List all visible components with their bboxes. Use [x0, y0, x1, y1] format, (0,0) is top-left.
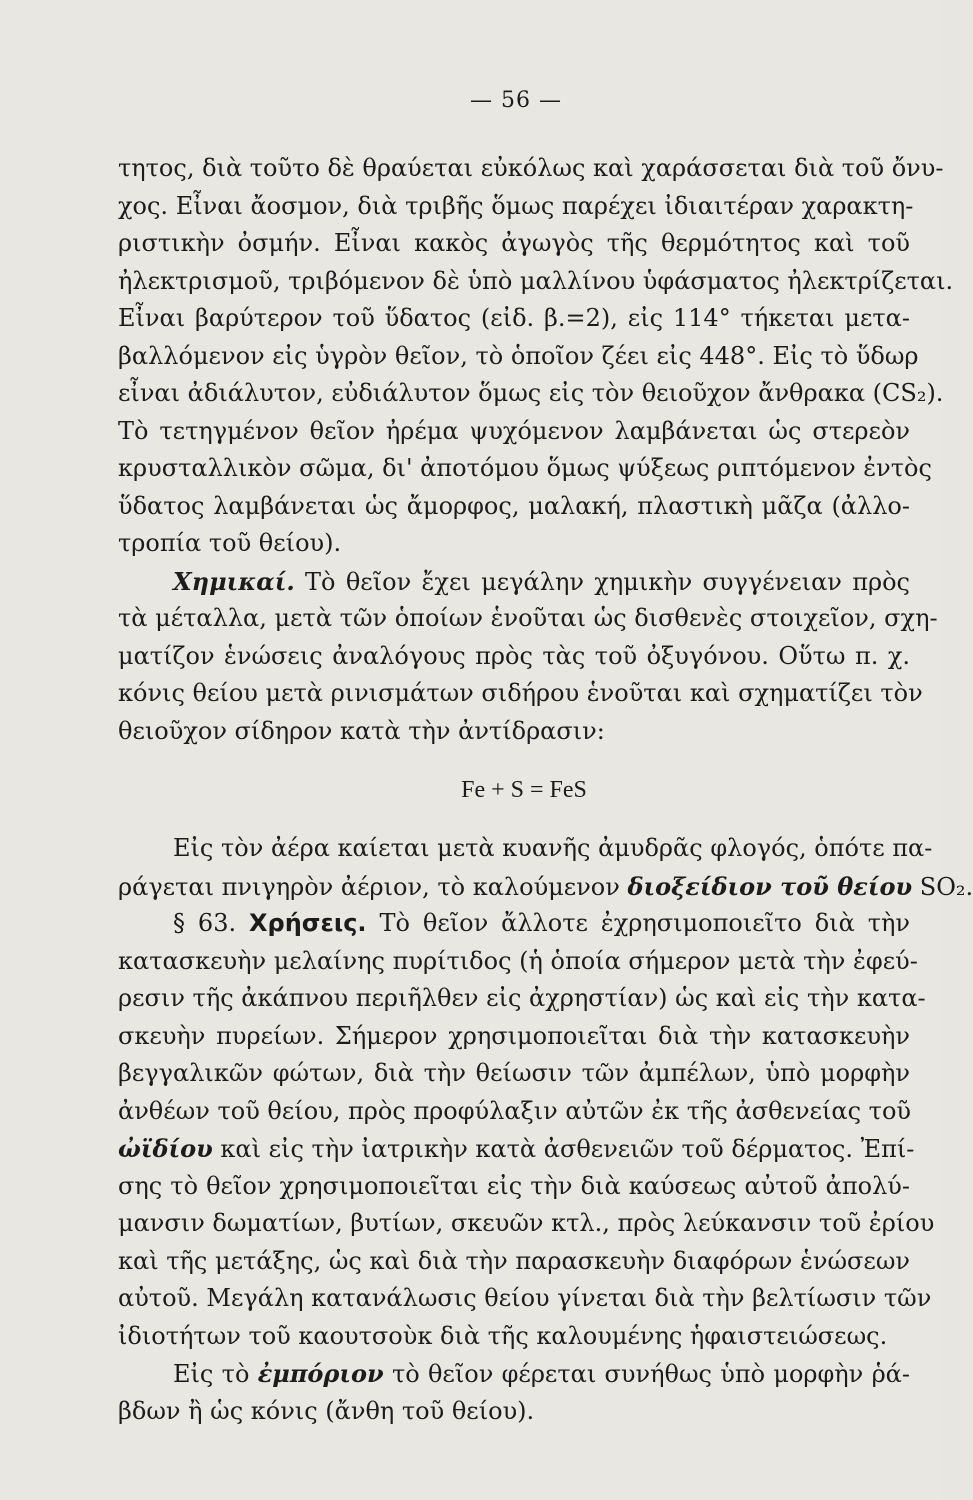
text-line: ριστικὴν ὀσμήν. Εἶναι κακὸς ἀγωγὸς τῆς θερμότητος καὶ τοῦ: [118, 229, 910, 257]
text-line: κατασκευὴν μελαίνης πυρίτιδος (ἡ ὁποία σήμερον μετὰ τὴν ἐφεύ-: [118, 946, 918, 975]
text-line: χος. Εἶναι ἄοσμον, διὰ τριβῆς ὅμως παρέχει ἰδιαιτέραν χαρακτη-: [118, 191, 914, 220]
section-title: Χρήσεις.: [249, 909, 367, 937]
chemical-properties-line: [118, 563, 910, 601]
text-line: εἶναι ἀδιάλυτον, εὐδιάλυτον ὅμως εἰς τὸν θειοῦχον ἄνθρακα (CS₂).: [118, 379, 944, 407]
text-line: ματίζον ἑνώσεις ἀναλόγους πρὸς τὰς τοῦ ὀξυγόνου. Οὕτω π. χ.: [118, 641, 910, 670]
text-line: ἰδιοτήτων τοῦ καουτσοὺκ διὰ τῆς καλουμένης ἡφαιστειώσεως.: [118, 1321, 888, 1350]
text-line: [118, 1355, 910, 1393]
text-line: [118, 868, 973, 906]
text-line: σης τὸ θεῖον χρησιμοποιεῖται εἰς τὴν διὰ καύσεως αὐτοῦ ἀπολύ-: [118, 1171, 910, 1200]
emphasis-term: ἐμπόριον: [257, 1359, 384, 1388]
text-line: ἀνθέων τοῦ θείου, πρὸς προφύλαξιν αὐτῶν ἐκ τῆς ἀσθενείας τοῦ: [118, 1096, 911, 1125]
text-line: βδων ἢ ὡς κόνις (ἄνθη τοῦ θείου).: [118, 1396, 535, 1425]
text-line: κρυσταλλικὸν σῶμα, δι' ἀποτόμου ὅμως ψύξεως ριπτόμενον ἐντὸς: [118, 454, 932, 482]
text-line: κόνις θείου μετὰ ρινισμάτων σιδήρου ἑνοῦται καὶ σχηματίζει τὸν: [118, 679, 923, 707]
text-fragment: καὶ εἰς τὴν ἰατρικὴν κατὰ ἀσθενειῶν τοῦ δέρματος. Ἐπί-: [212, 1135, 915, 1163]
text-fragment: τὸ θεῖον φέρεται συνήθως ὑπὸ μορφὴν ῥά-: [383, 1360, 910, 1388]
emphasis-term: ὠϊδίου: [118, 1134, 213, 1163]
text-line: καὶ τῆς μετάξης, ὡς καὶ διὰ τὴν παρασκευὴν διαφόρων ἑνώσεων: [118, 1246, 910, 1275]
page-number: — 56 —: [470, 88, 562, 113]
chemical-heading: Χημικαί.: [173, 566, 295, 596]
body-text: [118, 150, 973, 1430]
text-line: Εἰς τὸν ἀέρα καίεται μετὰ κυανῆς ἀμυδρᾶς φλογός, ὁπότε πα-: [173, 834, 933, 862]
text-line: βαλλόμενον εἰς ὑγρὸν θεῖον, τὸ ὁποῖον ζέει εἰς 448°. Εἰς τὸ ὕδωρ: [118, 341, 919, 370]
text-line: [118, 1130, 915, 1168]
text-fragment: SO₂.: [912, 872, 973, 901]
text-fragment: Τὸ θεῖον ἄλλοτε ἐχρησιμοποιεῖτο διὰ τὴν: [366, 909, 910, 937]
text-fragment: Εἰς τὸ: [173, 1360, 258, 1388]
section-heading-line: [118, 905, 910, 943]
text-line: τητος, διὰ τοῦτο δὲ θραύεται εὐκόλως καὶ χαράσσεται διὰ τοῦ ὄνυ-: [118, 154, 944, 182]
text-line: τροπία τοῦ θείου).: [118, 529, 342, 557]
text-fragment: ράγεται πνιγηρὸν ἀέριον, τὸ καλούμενον: [118, 872, 628, 901]
text-line: ὕδατος λαμβάνεται ὡς ἄμορφος, μαλακή, πλαστικὴ μᾶζα (ἀλλο-: [118, 491, 910, 520]
text-fragment: Τὸ θεῖον ἔχει μεγάλην χημικὴν συγγένειαν πρὸς: [294, 567, 910, 596]
text-line: τὰ μέταλλα, μετὰ τῶν ὁποίων ἑνοῦται ὡς δισθενὲς στοιχεῖον, σχη-: [118, 604, 938, 632]
text-line: βεγγαλικῶν φώτων, διὰ τὴν θείωσιν τῶν ἀμπέλων, ὑπὸ μορφὴν: [118, 1059, 910, 1087]
section-number: § 63.: [173, 909, 250, 937]
chemical-equation: Fe + S = FeS: [461, 777, 587, 803]
text-line: ἠλεκτρισμοῦ, τριβόμενον δὲ ὑπὸ μαλλίνου ὑφάσματος ἠλεκτρίζεται.: [118, 266, 954, 295]
text-line: ρεσιν τῆς ἀκάπνου περιῆλθεν εἰς ἀχρηστίαν) ὡς καὶ εἰς τὴν κατα-: [118, 984, 926, 1012]
text-line: σκευὴν πυρείων. Σήμερον χρησιμοποιεῖται διὰ τὴν κατασκευὴν: [118, 1021, 910, 1050]
text-line: Τὸ τετηγμένον θεῖον ἠρέμα ψυχόμενον λαμβάνεται ὡς στερεὸν: [118, 416, 910, 445]
text-line: Εἶναι βαρύτερον τοῦ ὕδατος (εἰδ. β.=2), εἰς 114° τήκεται μετα-: [118, 304, 910, 332]
text-line: θειοῦχον σίδηρον κατὰ τὴν ἀντίδρασιν:: [118, 716, 605, 745]
text-line: αὐτοῦ. Μεγάλη κατανάλωσις θείου γίνεται διὰ τὴν βελτίωσιν τῶν: [118, 1284, 932, 1312]
text-line: μανσιν δωματίων, βυτίων, σκευῶν κτλ., πρὸς λεύκανσιν τοῦ ἐρίου: [118, 1209, 935, 1237]
emphasis-term: διοξείδιον τοῦ θείου: [627, 871, 913, 901]
